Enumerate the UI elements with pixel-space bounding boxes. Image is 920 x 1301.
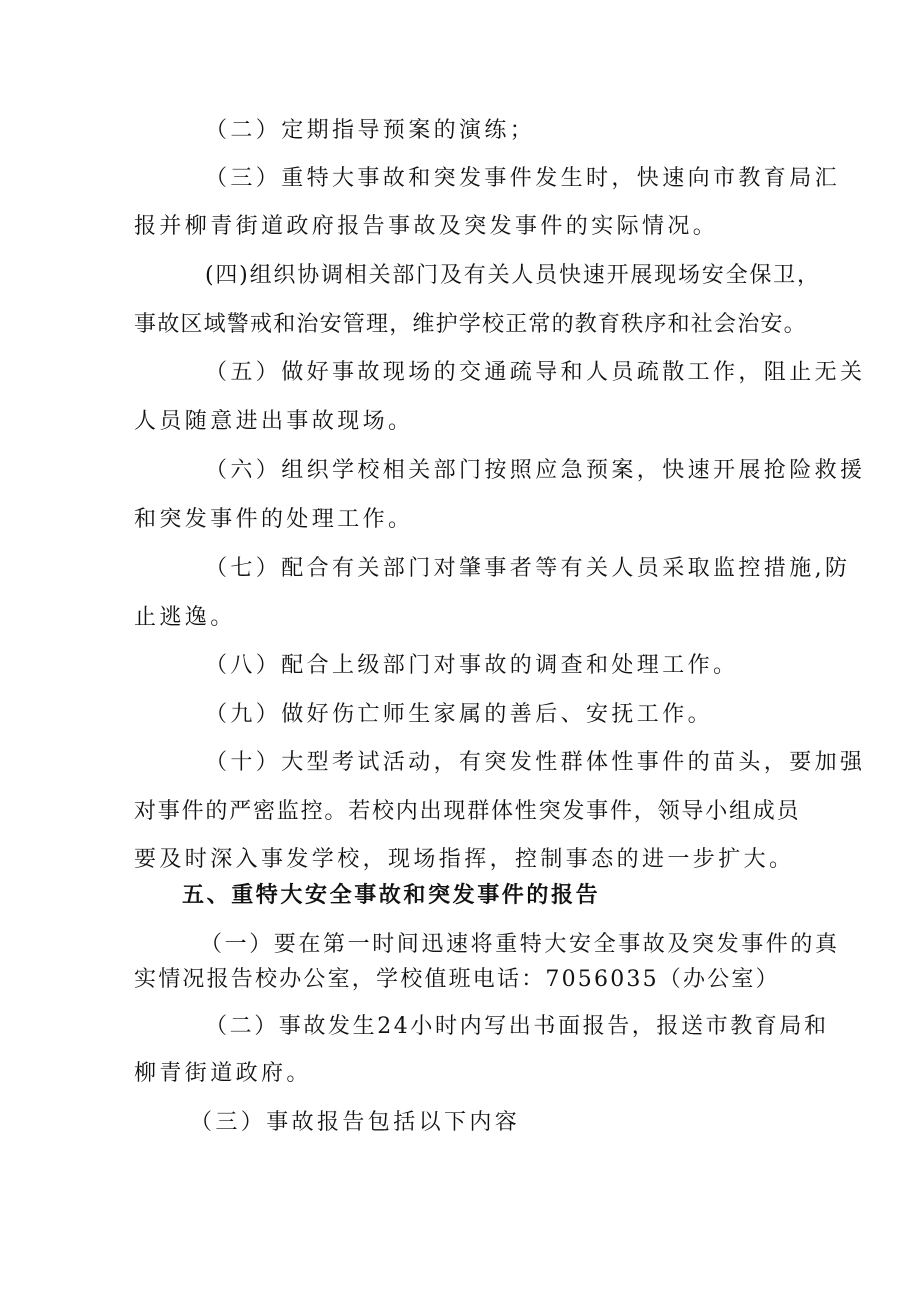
paragraph-line: 要及时深入事发学校，现场指挥，控制事态的进一步扩大。: [134, 847, 795, 872]
paragraph-line: 止逃逸。: [134, 605, 236, 630]
paragraph-line: （六）组织学校相关部门按照应急预案，快速开展抢险救援: [205, 458, 866, 483]
paragraph-line: （二）定期指导预案的演练；: [205, 118, 536, 143]
paragraph-line: （十）大型考试活动，有突发性群体性事件的苗头，要加强: [205, 750, 866, 775]
paragraph-line: （二）事故发生24小时内写出书面报告，报送市教育局和: [205, 1014, 829, 1039]
paragraph-line: (四)组织协调相关部门及有关人员快速开展现场安全保卫，: [205, 263, 821, 288]
paragraph-line: 事故区域警戒和治安管理，维护学校正常的教育秩序和社会治安。: [134, 312, 807, 337]
paragraph-line: （八）配合上级部门对事故的调查和处理工作。: [205, 653, 739, 678]
paragraph-line: 和突发事件的处理工作。: [134, 507, 414, 532]
paragraph-line: 报并柳青街道政府报告事故及突发事件的实际情况。: [134, 214, 719, 239]
paragraph-line: （三）事故报告包括以下内容: [190, 1110, 521, 1135]
paragraph-line: （一）要在第一时间迅速将重特大安全事故及突发事件的真: [200, 932, 840, 957]
paragraph-line: 柳青街道政府。: [134, 1061, 312, 1086]
section-heading: 五、重特大安全事故和突发事件的报告: [182, 883, 601, 908]
paragraph-line: （九）做好伤亡师生家属的善后、安抚工作。: [205, 702, 714, 727]
paragraph-line: 实情况报告校办公室，学校值班电话：7056035（办公室）: [134, 967, 780, 992]
paragraph-line: 人员随意进出事故现场。: [134, 409, 414, 434]
paragraph-line: （七）配合有关部门对肇事者等有关人员采取监控措施,防: [205, 556, 851, 581]
paragraph-line: （五）做好事故现场的交通疏导和人员疏散工作，阻止无关: [205, 360, 866, 385]
paragraph-line: 对事件的严密监控。若校内出现群体性突发事件，领导小组成员: [134, 799, 801, 824]
paragraph-line: （三）重特大事故和突发事件发生时，快速向市教育局汇: [205, 166, 841, 191]
